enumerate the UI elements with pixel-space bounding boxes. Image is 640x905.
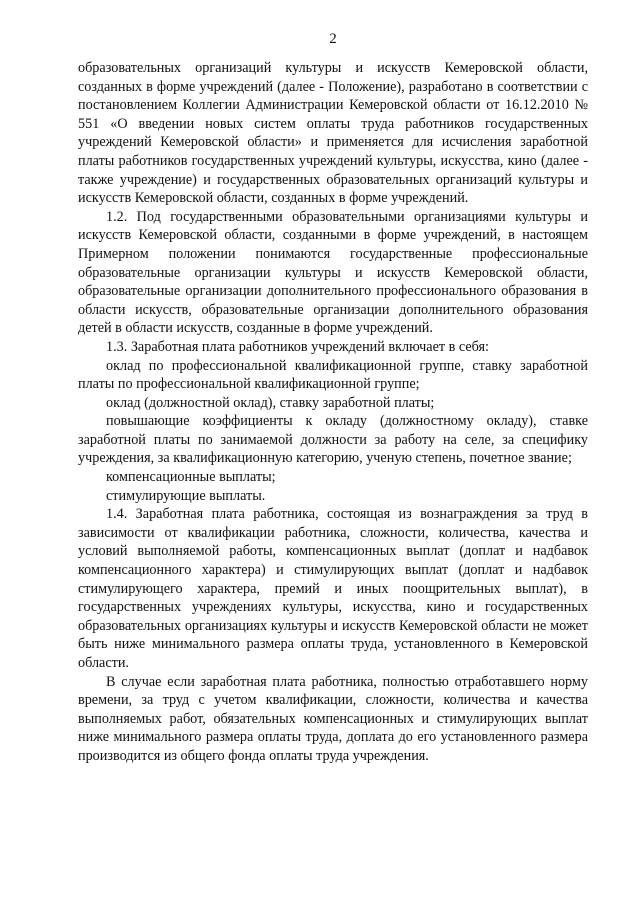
paragraph-1-4: 1.4. Заработная плата работника, состоящая из вознаграждения за труд в зависимости от квалификации работника, сложности, количества, качества и условий выполняемой работы, компенсационных выплат (доплат и надбавок компенсационного характера) и стимулирующих выплат (доплат и надбавок стимулирующего характера, премий и иных поощрительных выплат), в государственных учреждениях культуры, искусства, кино и государственных образовательных организациях культуры и искусств Кемеровской области не может быть ниже минимального размера оплаты труда, установленного в Кемеровской области. bbox=[78, 506, 588, 671]
paragraph-continuation: образовательных организаций культуры и искусств Кемеровской области, созданных в форме учреждений (далее - Положение), разработано в соответствии с постановлением Коллегии Администрации Кемеровской области от 16.12.2010 № 551 «О введении новых систем оплаты труда работников государственных учреждений Кемеровской области» и применяется для исчисления заработной платы работников государственных учреждений культуры, искусства, кино (далее - также учреждение) и государственных образовательных организаций культуры и искусств Кемеровской области, созданных в форме учреждений. bbox=[78, 60, 588, 207]
list-item-base-salary-group: оклад по профессиональной квалификационной группе, ставку заработной платы по профессиональной квалификационной группе; bbox=[78, 357, 588, 393]
list-item-incentives: стимулирующие выплаты. bbox=[106, 487, 266, 504]
paragraph-1-2: 1.2. Под государственными образовательными организациями культуры и искусств Кемеровской области, созданными в форме учреждений, в настоящем Примерном положении понимаются государственные профессиональные образовательные организации культуры и искусств Кемеровской области, образовательные организации дополнительного профессионального образования в области искусств, образовательные организации дополнительного образования детей в области искусств, созданные в форме учреждений. bbox=[78, 208, 588, 337]
list-item-official-salary: оклад (должностной оклад), ставку заработной платы; bbox=[106, 394, 435, 411]
page-number: 2 bbox=[329, 31, 337, 47]
document-body bbox=[78, 59, 588, 766]
list-item-coefficients: повышающие коэффициенты к окладу (должностному окладу), ставке заработной платы по занимаемой должности за работу на селе, за специфику учреждения, за квалификационную категорию, ученую степень, почетное звание; bbox=[78, 413, 588, 467]
paragraph-1-3: 1.3. Заработная плата работников учреждений включает в себя: bbox=[106, 338, 489, 355]
paragraph-minimum-wage: В случае если заработная плата работника, полностью отработавшего норму времени, за труд с учетом квалификации, сложности, количества и качества выполняемых работ, обязательных компенсационных и стимулирующих выплат ниже минимального размера оплаты труда, доплата до его установленного размера производится из общего фонда оплаты труда учреждения. bbox=[78, 673, 588, 764]
list-item-compensation: компенсационные выплаты; bbox=[106, 469, 276, 486]
